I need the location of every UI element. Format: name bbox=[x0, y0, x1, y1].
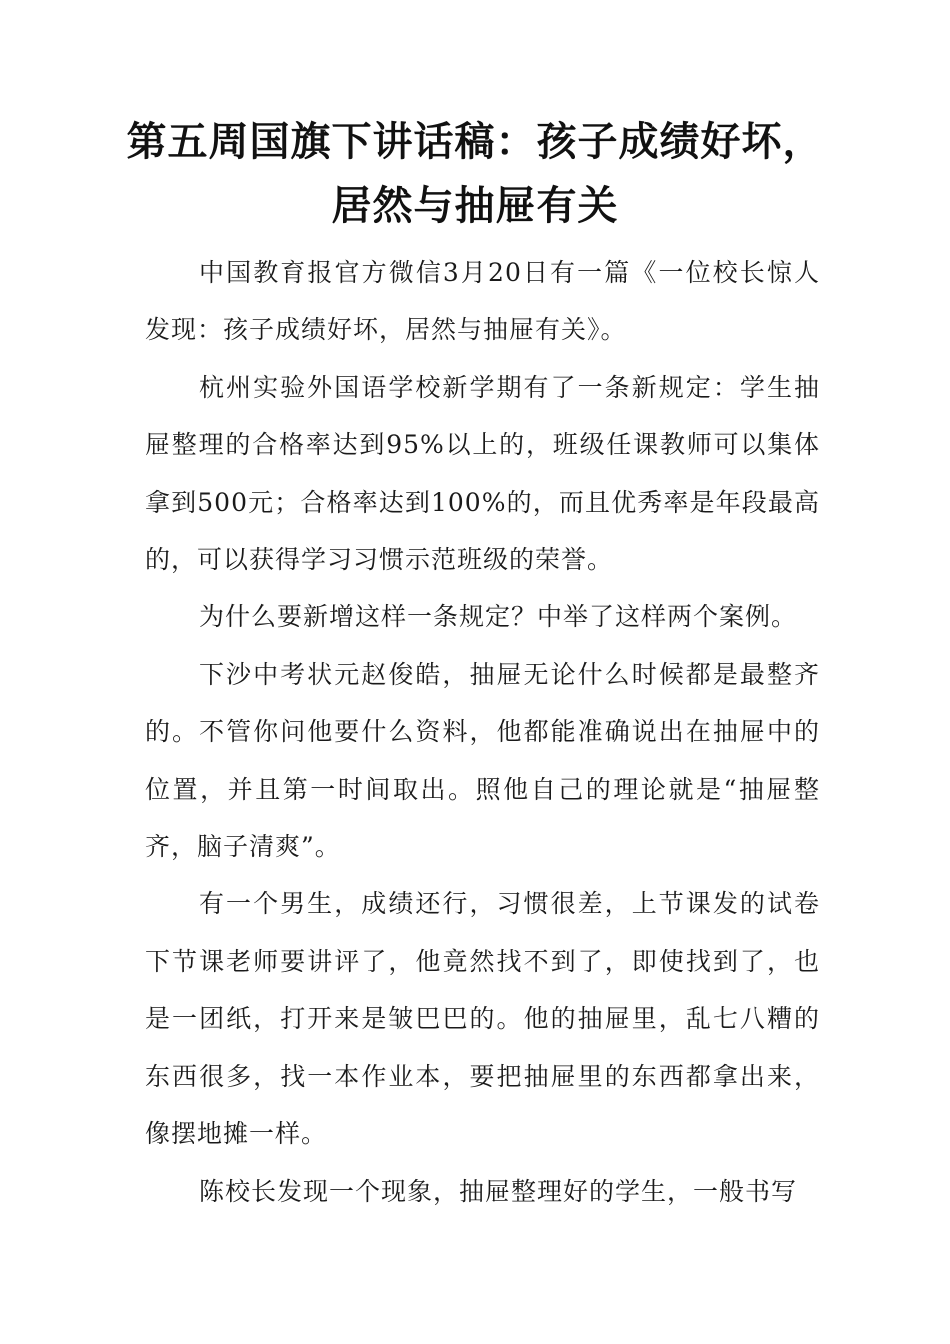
title-line-1: 第五周国旗下讲话稿：孩子成绩好坏， bbox=[126, 119, 824, 165]
paragraph-new-rule: 杭州实验外国语学校新学期有了一条新规定：学生抽屉整理的合格率达到95%以上的，班级任课教师可以集体拿到500元；合格率达到100%的，而且优秀率是年段最高的，可以获得学习习惯示范班级的荣誉。 bbox=[145, 372, 820, 575]
document-body bbox=[145, 244, 820, 1220]
paragraph-intro: 中国教育报官方微信3月20日有一篇《一位校长惊人发现：孩子成绩好坏，居然与抽屉有关》。 bbox=[145, 258, 820, 345]
document-title bbox=[100, 110, 850, 238]
title-line-2: 居然与抽屉有关 bbox=[331, 183, 619, 229]
paragraph-observation: 陈校长发现一个现象，抽屉整理好的学生，一般书写 bbox=[199, 1176, 798, 1206]
paragraph-question: 为什么要新增这样一条规定？中举了这样两个案例。 bbox=[199, 602, 798, 632]
paragraph-case-two: 有一个男生，成绩还行，习惯很差，上节课发的试卷下节课老师要讲评了，他竟然找不到了，即使找到了，也是一团纸，打开来是皱巴巴的。他的抽屉里，乱七八糟的东西很多，找一本作业本，要把抽屉里的东西都拿出来，像摆地摊一样。 bbox=[145, 889, 820, 1149]
paragraph-case-one: 下沙中考状元赵俊皓，抽屉无论什么时候都是最整齐的。不管你问他要什么资料，他都能准确说出在抽屉中的位置，并且第一时间取出。照他自己的理论就是“抽屉整齐，脑子清爽”。 bbox=[145, 659, 820, 862]
